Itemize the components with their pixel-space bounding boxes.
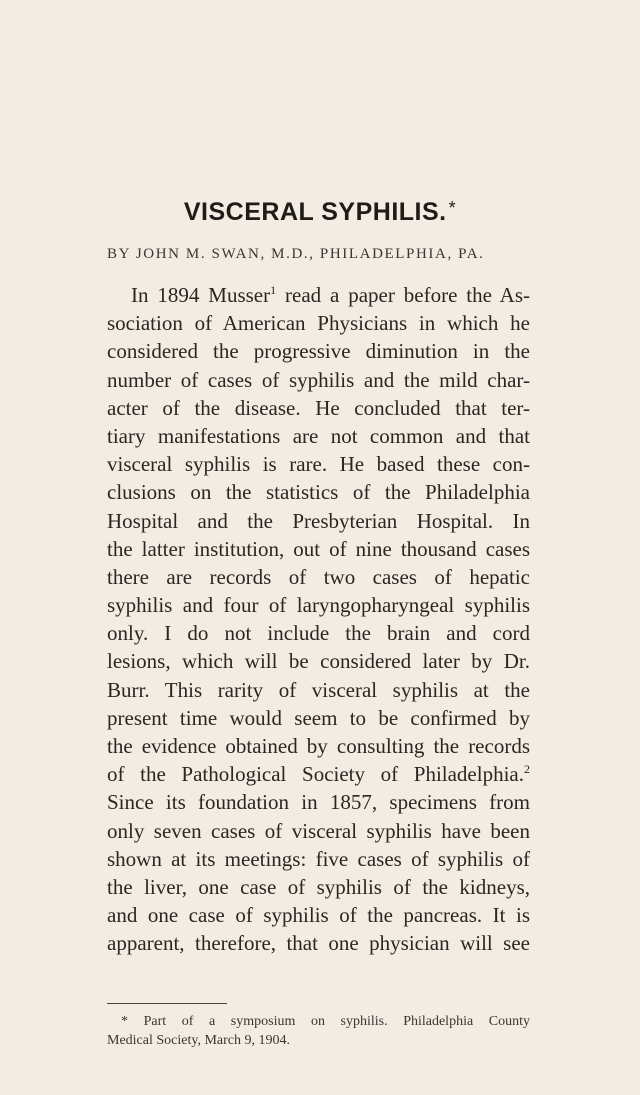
body-line: clusions on the statistics of the Philadelphia	[107, 480, 530, 505]
body-line: only. I do not include the brain and cord	[107, 621, 530, 646]
body-line: present time would seem to be confirmed by	[107, 705, 530, 730]
author-byline: BY JOHN M. SWAN, M.D., PHILADELPHIA, PA.	[107, 246, 485, 262]
body-line: visceral syphilis is rare. He based these con-	[107, 452, 530, 477]
title-footnote-marker: *	[448, 198, 457, 218]
body-line: the evidence obtained by consulting the records	[107, 734, 530, 758]
body-line: syphilis and four of laryngopharyngeal syphilis	[107, 593, 530, 618]
footnote-divider	[107, 1003, 227, 1004]
body-line: Hospital and the Presbyterian Hospital. In	[107, 508, 530, 533]
body-paragraph	[107, 281, 530, 958]
body-line: tiary manifestations are not common and that	[107, 423, 530, 448]
body-line: shown at its meetings: five cases of syphilis of	[107, 846, 530, 871]
article-title-text: VISCERAL SYPHILIS.	[183, 198, 447, 226]
body-line: sociation of American Physicians in which he	[107, 311, 530, 336]
body-line: Since its foundation in 1857, specimens from	[107, 790, 530, 815]
body-line: considered the progressive diminution in the	[107, 339, 530, 364]
body-line: only seven cases of visceral syphilis have been	[107, 818, 530, 843]
footnote-line: Medical Society, March 9, 1904.	[107, 1033, 290, 1048]
body-line: and one case of syphilis of the pancreas. It is	[107, 903, 530, 928]
body-line: In 1894 Musser$^1$ read a paper before the As-	[131, 283, 530, 307]
footnote-ref-2: 2	[524, 762, 530, 777]
body-line: the liver, one case of syphilis of the kidneys,	[107, 874, 530, 899]
footnote	[107, 1012, 530, 1050]
body-line: of the Pathological Society of Philadelphia.$^2$	[107, 762, 530, 787]
body-line: lesions, which will be considered later by Dr.	[107, 649, 530, 674]
body-line: apparent, therefore, that one physician will see	[107, 931, 530, 956]
body-line: there are records of two cases of hepatic	[107, 564, 530, 589]
body-line: the latter institution, out of nine thousand cases	[107, 536, 530, 561]
footnote-ref-1: 1	[270, 283, 277, 297]
body-line: Burr. This rarity of visceral syphilis at the	[107, 677, 530, 702]
body-line: acter of the disease. He concluded that ter-	[107, 395, 530, 420]
footnote-line: * Part of a symposium on syphilis. Philadelphia County	[121, 1014, 530, 1029]
body-line: number of cases of syphilis and the mild char-	[107, 367, 530, 392]
article-title	[0, 198, 640, 227]
